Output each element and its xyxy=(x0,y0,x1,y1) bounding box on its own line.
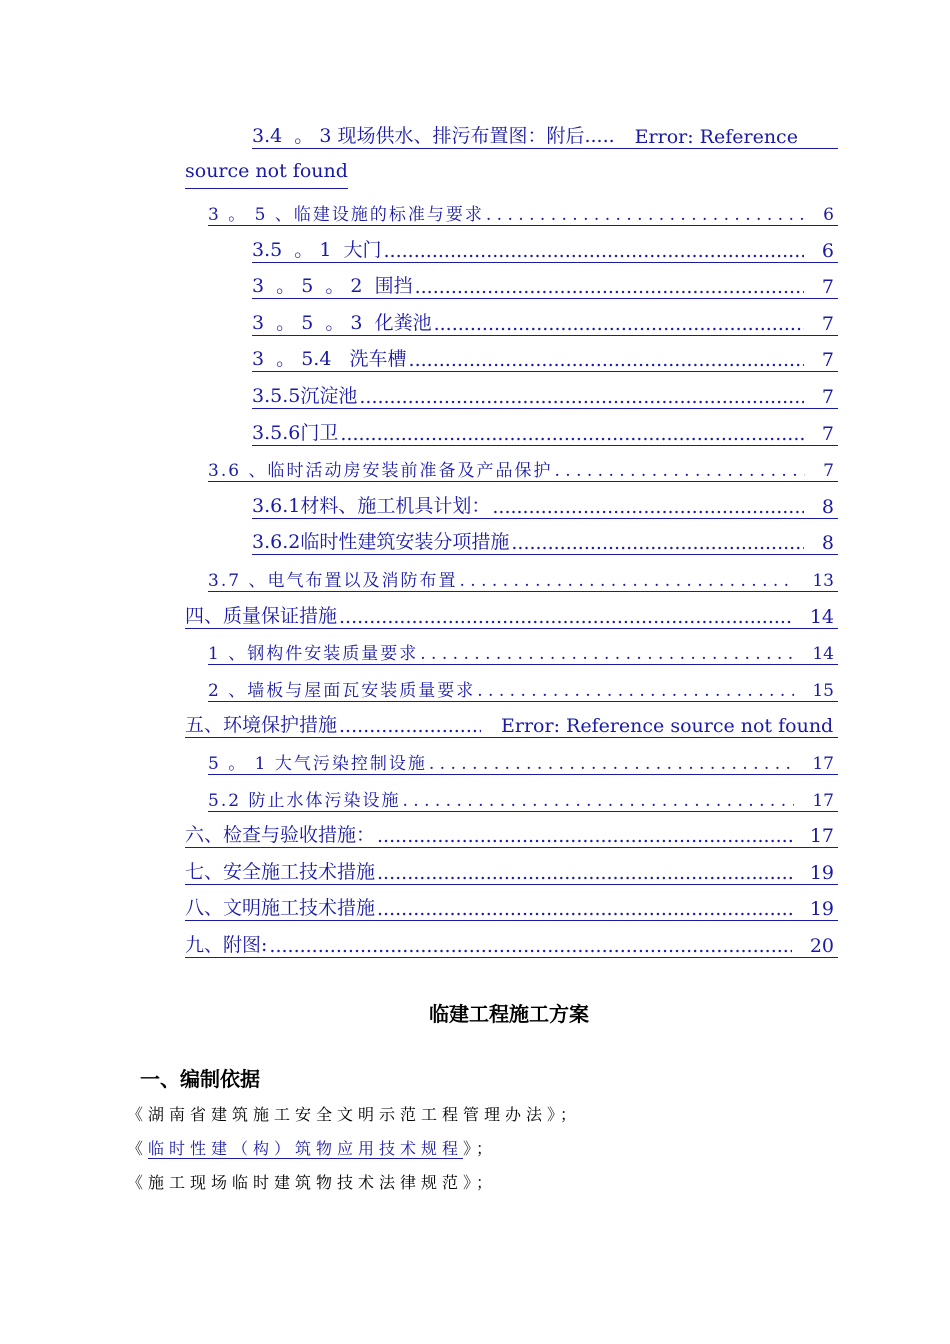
toc-entry-page-number: 7 xyxy=(821,276,834,299)
toc-entry-page-number: 14 xyxy=(809,605,834,628)
toc-entry-page-number: 17 xyxy=(812,754,834,774)
toc-entry-page-number: 7 xyxy=(821,312,834,335)
toc-entry[interactable] xyxy=(252,378,838,409)
toc-entry[interactable] xyxy=(185,927,838,958)
toc-entry-3-4-3-wrap[interactable] xyxy=(185,160,348,189)
toc-entry-title: 3.4 。 3 现场供水、排污布置图：附后..... xyxy=(252,125,615,147)
toc-entry-title: 3 。 5.4 洗车槽 xyxy=(252,348,407,371)
toc-entry[interactable] xyxy=(185,707,838,738)
toc-entry-error: Error: Reference xyxy=(634,126,798,148)
document-title: 临建工程施工方案 xyxy=(429,1002,589,1026)
toc-entry-title: 3.6.2临时性建筑安装分项措施 xyxy=(252,531,510,554)
toc-entry[interactable] xyxy=(252,232,838,263)
toc-leader-dots xyxy=(432,313,804,335)
toc-leader-dots xyxy=(475,681,794,701)
toc-leader-dots xyxy=(338,423,804,445)
section-heading: 一、编制依据 xyxy=(140,1067,260,1091)
toc-entry[interactable] xyxy=(252,524,838,555)
toc-leader-dots xyxy=(375,898,792,920)
basis-link[interactable]: 临时性建（构）筑物应用技术规程 xyxy=(148,1139,464,1158)
toc-entry-page-number: 7 xyxy=(823,461,834,482)
toc-entry-title: 3.6 、临时活动房安装前准备及产品保护 xyxy=(208,461,553,482)
toc-entry-page-number: 7 xyxy=(821,386,834,408)
toc-entry-page-number: 6 xyxy=(823,205,834,225)
toc-leader-dots xyxy=(400,791,794,811)
toc-leader-dots xyxy=(382,240,804,262)
toc-entry-page-number: 6 xyxy=(821,239,834,262)
basis-item: 《施工现场临时建筑物技术法律规范》； xyxy=(127,1173,498,1192)
toc-entry[interactable] xyxy=(252,341,838,372)
toc-entry-title: 九、附图: xyxy=(185,934,268,956)
toc-entry[interactable] xyxy=(185,890,838,921)
toc-entry[interactable] xyxy=(208,195,838,226)
toc-entry-page-number: 14 xyxy=(812,644,834,665)
toc-entry-page-number: 13 xyxy=(812,571,834,591)
toc-entry-title: 3.5 。 1 大门 xyxy=(252,238,382,261)
toc-entry-title: 3.5.6门卫 xyxy=(252,421,339,444)
toc-entry-page-number: 17 xyxy=(809,825,834,848)
toc-entry[interactable] xyxy=(208,781,838,812)
toc-entry[interactable] xyxy=(185,854,838,885)
toc-entry-title: 5.2 防止水体污染设施 xyxy=(208,790,401,811)
toc-entry[interactable] xyxy=(252,305,838,336)
toc-entry-title: 3 。 5 。 3 化粪池 xyxy=(252,311,432,334)
toc-entry[interactable] xyxy=(185,817,838,848)
toc-entry-page-number: 8 xyxy=(821,495,834,518)
toc-entry[interactable] xyxy=(208,671,838,702)
toc-leader-dots xyxy=(427,754,795,774)
toc-leader-dots xyxy=(484,205,805,225)
toc-entry-page-number: 8 xyxy=(821,532,834,555)
toc-entry-3-4-3[interactable] xyxy=(252,118,838,149)
toc-entry-page-number: 19 xyxy=(809,898,834,921)
toc-entry-title: 3 。 5 、临建设施的标准与要求 xyxy=(208,205,484,225)
toc-entry-page-number: 17 xyxy=(812,790,834,811)
toc-leader-dots xyxy=(552,461,805,481)
toc-entry[interactable] xyxy=(252,488,838,519)
toc-entry-title: 3 。 5 。 2 围挡 xyxy=(252,275,413,298)
toc-entry-title: 1 、钢构件安装质量要求 xyxy=(208,644,419,665)
toc-leader-dots xyxy=(413,276,804,298)
toc-entry[interactable] xyxy=(208,451,838,482)
toc-entry[interactable] xyxy=(208,561,838,592)
basis-item: 《临时性建（构）筑物应用技术规程》； xyxy=(127,1139,498,1158)
toc-leader-dots xyxy=(337,715,481,737)
toc-entry[interactable] xyxy=(208,744,838,775)
toc-entry-error-continued: source not found xyxy=(185,160,348,182)
toc-entry-error: Error: Reference source not found xyxy=(501,715,834,738)
toc-leader-dots xyxy=(337,606,792,628)
toc-leader-dots xyxy=(457,571,794,591)
toc-entry-page-number: 15 xyxy=(812,680,834,701)
toc-entry-page-number: 7 xyxy=(821,422,834,445)
toc-entry-title: 七、安全施工技术措施 xyxy=(185,860,376,883)
toc-entry-title: 四、质量保证措施 xyxy=(185,604,338,627)
toc-entry-title: 3.5.5沉淀池 xyxy=(252,385,358,407)
toc-entry-title: 3.6.1材料、施工机具计划： xyxy=(252,494,491,517)
toc-leader-dots xyxy=(267,935,791,957)
toc-entry-page-number: 20 xyxy=(809,935,834,957)
toc-entry-title: 2 、墙板与屋面瓦安装质量要求 xyxy=(208,680,476,701)
basis-item: 《湖南省建筑施工安全文明示范工程管理办法》； xyxy=(127,1105,582,1124)
toc-entry-page-number: 7 xyxy=(821,349,834,372)
toc-entry[interactable] xyxy=(252,268,838,299)
toc-entry-page-number: 19 xyxy=(809,861,834,884)
toc-entry-title: 八、文明施工技术措施 xyxy=(185,897,376,920)
toc-leader-dots xyxy=(490,496,804,518)
toc-entry[interactable] xyxy=(252,415,838,446)
toc-entry[interactable] xyxy=(185,598,838,629)
toc-leader-dots xyxy=(418,644,794,664)
toc-entry-title: 五、环境保护措施 xyxy=(185,714,338,737)
toc-leader-dots xyxy=(407,349,804,371)
toc-entry-title: 5 。 1 大气污染控制设施 xyxy=(208,754,427,774)
toc-leader-dots xyxy=(375,825,792,847)
toc-leader-dots xyxy=(375,862,792,884)
toc-entry[interactable] xyxy=(208,634,838,665)
toc-leader-dots xyxy=(509,532,804,554)
toc-entry-title: 3.7 、电气布置以及消防布置 xyxy=(208,571,458,591)
toc-entry-title: 六、检查与验收措施： xyxy=(185,824,376,847)
toc-leader-dots xyxy=(357,386,804,408)
